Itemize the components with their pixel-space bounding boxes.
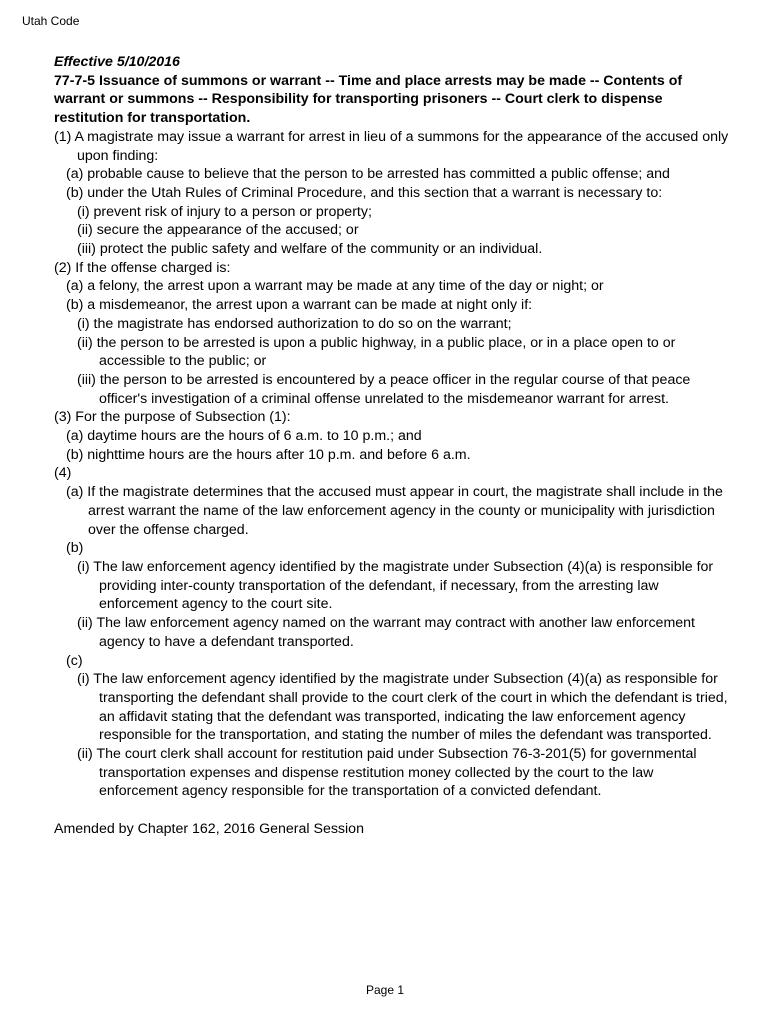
document-body xyxy=(54,53,734,839)
running-header: Utah Code xyxy=(22,14,80,28)
provision-4a: (a) If the magistrate determines that the accused must appear in court, the magistrate shall include in the arrest warrant the name of the law enforcement agency in the county or municipality with jurisdiction over the offense charged. xyxy=(66,484,723,538)
provision-2a: (a) a felony, the arrest upon a warrant may be made at any time of the day or night; or xyxy=(66,278,604,295)
provision-2b: (b) a misdemeanor, the arrest upon a warrant can be made at night only if: xyxy=(66,297,533,314)
provision-4b: (b) xyxy=(66,540,84,557)
provision-1a: (a) probable cause to believe that the person to be arrested has committed a public offense; and xyxy=(66,166,670,183)
provision-3b: (b) nighttime hours are the hours after 10 p.m. and before 6 a.m. xyxy=(66,446,471,463)
provisions xyxy=(54,128,734,801)
provision-4b-i: (i) The law enforcement agency identified by the magistrate under Subsection (4)(a) is responsible for providing inter-county transportation of the defendant, if necessary, from the arresting law enforcement agency to the court site. xyxy=(77,558,714,613)
provision-4: (4) xyxy=(54,465,72,482)
provision-3: (3) For the purpose of Subsection (1): xyxy=(54,409,291,426)
provision-3a: (a) daytime hours are the hours of 6 a.m. to 10 p.m.; and xyxy=(66,428,422,445)
amendment-history: Amended by Chapter 162, 2016 General Session xyxy=(54,820,364,837)
provision-4b-ii: (ii) The law enforcement agency named on the warrant may contract with another law enforcement agency to have a defendant transported. xyxy=(77,615,695,650)
provision-1b-i: (i) prevent risk of injury to a person or property; xyxy=(77,203,372,220)
provision-4c-i: (i) The law enforcement agency identified by the magistrate under Subsection (4)(a) as responsible for transporting the defendant shall provide to the court clerk of the court in which the defendant is tried, an affidavit stating that the defendant was transported, indicating the law enforcement agency responsible for the transportation, and stating the number of miles the defendant was transported. xyxy=(77,671,728,744)
effective-date: Effective 5/10/2016 xyxy=(54,54,180,70)
provision-1b: (b) under the Utah Rules of Criminal Procedure, and this section that a warrant is necessary to: xyxy=(66,184,663,201)
provision-2b-iii: (iii) the person to be arrested is encountered by a peace officer in the regular course of that peace officer's investigation of a criminal offense unrelated to the misdemeanor warrant for arrest. xyxy=(77,371,691,407)
provision-2b-ii: (ii) the person to be arrested is upon a public highway, in a public place, or in a place open to or accessible to the public; or xyxy=(77,334,676,370)
provision-4c-ii: (ii) The court clerk shall account for restitution paid under Subsection 76-3-201(5) for governmental transportation expenses and dispense restitution money collected by the court to the law enforcement agency responsible for the transportation of a convicted defendant. xyxy=(77,746,697,800)
provision-4c: (c) xyxy=(66,652,83,669)
section-title: 77-7-5 Issuance of summons or warrant -- Time and place arrests may be made -- Contents of warrant or summons -- Responsibility for transporting prisoners -- Court clerk to dispense restitution for transportation. xyxy=(54,72,683,127)
provision-1: (1) A magistrate may issue a warrant for arrest in lieu of a summons for the appearance of the accused only upon finding: xyxy=(54,128,729,164)
provision-1b-iii: (iii) protect the public safety and welfare of the community or an individual. xyxy=(77,241,543,258)
provision-2b-i: (i) the magistrate has endorsed authorization to do so on the warrant; xyxy=(77,315,512,332)
provision-1b-ii: (ii) secure the appearance of the accused; or xyxy=(77,222,359,239)
provision-2: (2) If the offense charged is: xyxy=(54,259,231,276)
page-number: Page 1 xyxy=(365,983,405,997)
